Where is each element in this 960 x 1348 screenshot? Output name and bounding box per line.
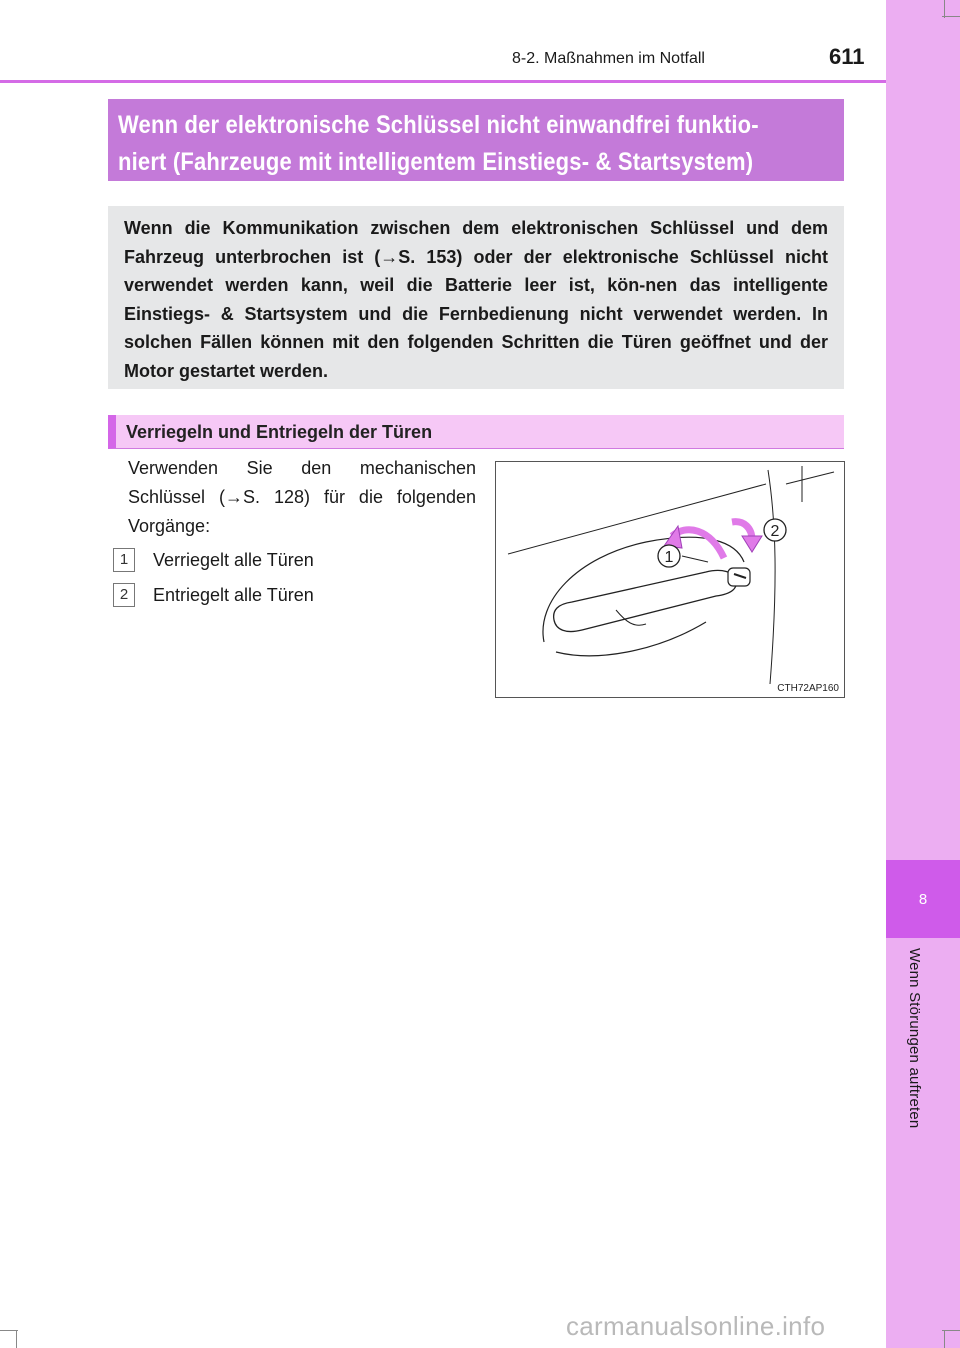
door-handle-illustration [496, 462, 844, 697]
door-handle [554, 570, 737, 631]
step-text: Entriegelt alle Türen [153, 585, 314, 605]
chapter-number-tab[interactable]: 8 [886, 860, 960, 938]
figure-code: CTH72AP160 [777, 683, 839, 694]
crop-mark [16, 1330, 17, 1348]
callout-label: 1 [664, 549, 674, 566]
page-title [118, 107, 848, 181]
intro-box [108, 206, 844, 389]
step-number-box: 1 [113, 548, 135, 572]
header-section-title: 8-2. Maßnahmen im Notfall [512, 50, 705, 67]
title-banner [108, 99, 844, 181]
body-line [786, 472, 834, 484]
page-title-line-1: Wenn der elektronische Schlüssel nicht einwandfrei funktio- [118, 111, 759, 139]
leader-line [682, 556, 708, 562]
intro-text: Wenn die Kommunikation zwischen dem elektronischen Schlüssel und dem Fahrzeug unterbrochen ist (→S. 153) oder der elektronische Schlüssel nicht verwendet werden kann, weil die Batterie leer ist, kön-nen das intelligente Einstiegs- & Startsystem und die Fernbedienung nicht verwendet werden. In solchen Fällen können mit den folgenden Schritten die Türen geöffnet und der Motor gestartet werden. [124, 218, 828, 381]
list-item [113, 547, 314, 573]
subheading: Verriegeln und Entriegeln der Türen [108, 415, 844, 449]
key-cylinder [728, 568, 750, 586]
body-text: Verwenden Sie den mechanischen Schlüssel (→S. 128) für die folgenden Vorgänge: [128, 458, 476, 536]
header-rule [0, 80, 886, 83]
step-number-box: 2 [113, 583, 135, 607]
page-title-line-2: niert (Fahrzeuge mit intelligentem Einstiegs- & Startsystem) [118, 148, 754, 176]
callout-label: 2 [770, 523, 780, 540]
page-number: 611 [829, 44, 865, 69]
unlock-arrowhead [742, 536, 762, 552]
door-handle-figure [495, 461, 845, 698]
chapter-title-vertical: Wenn Störungen auftreten [906, 948, 923, 1129]
crop-mark [944, 0, 945, 18]
watermark[interactable]: carmanualsonline.info [566, 1311, 826, 1341]
list-item [113, 582, 314, 608]
door-edge-line [768, 470, 775, 684]
crop-mark [944, 1330, 945, 1348]
step-text: Verriegelt alle Türen [153, 550, 314, 570]
